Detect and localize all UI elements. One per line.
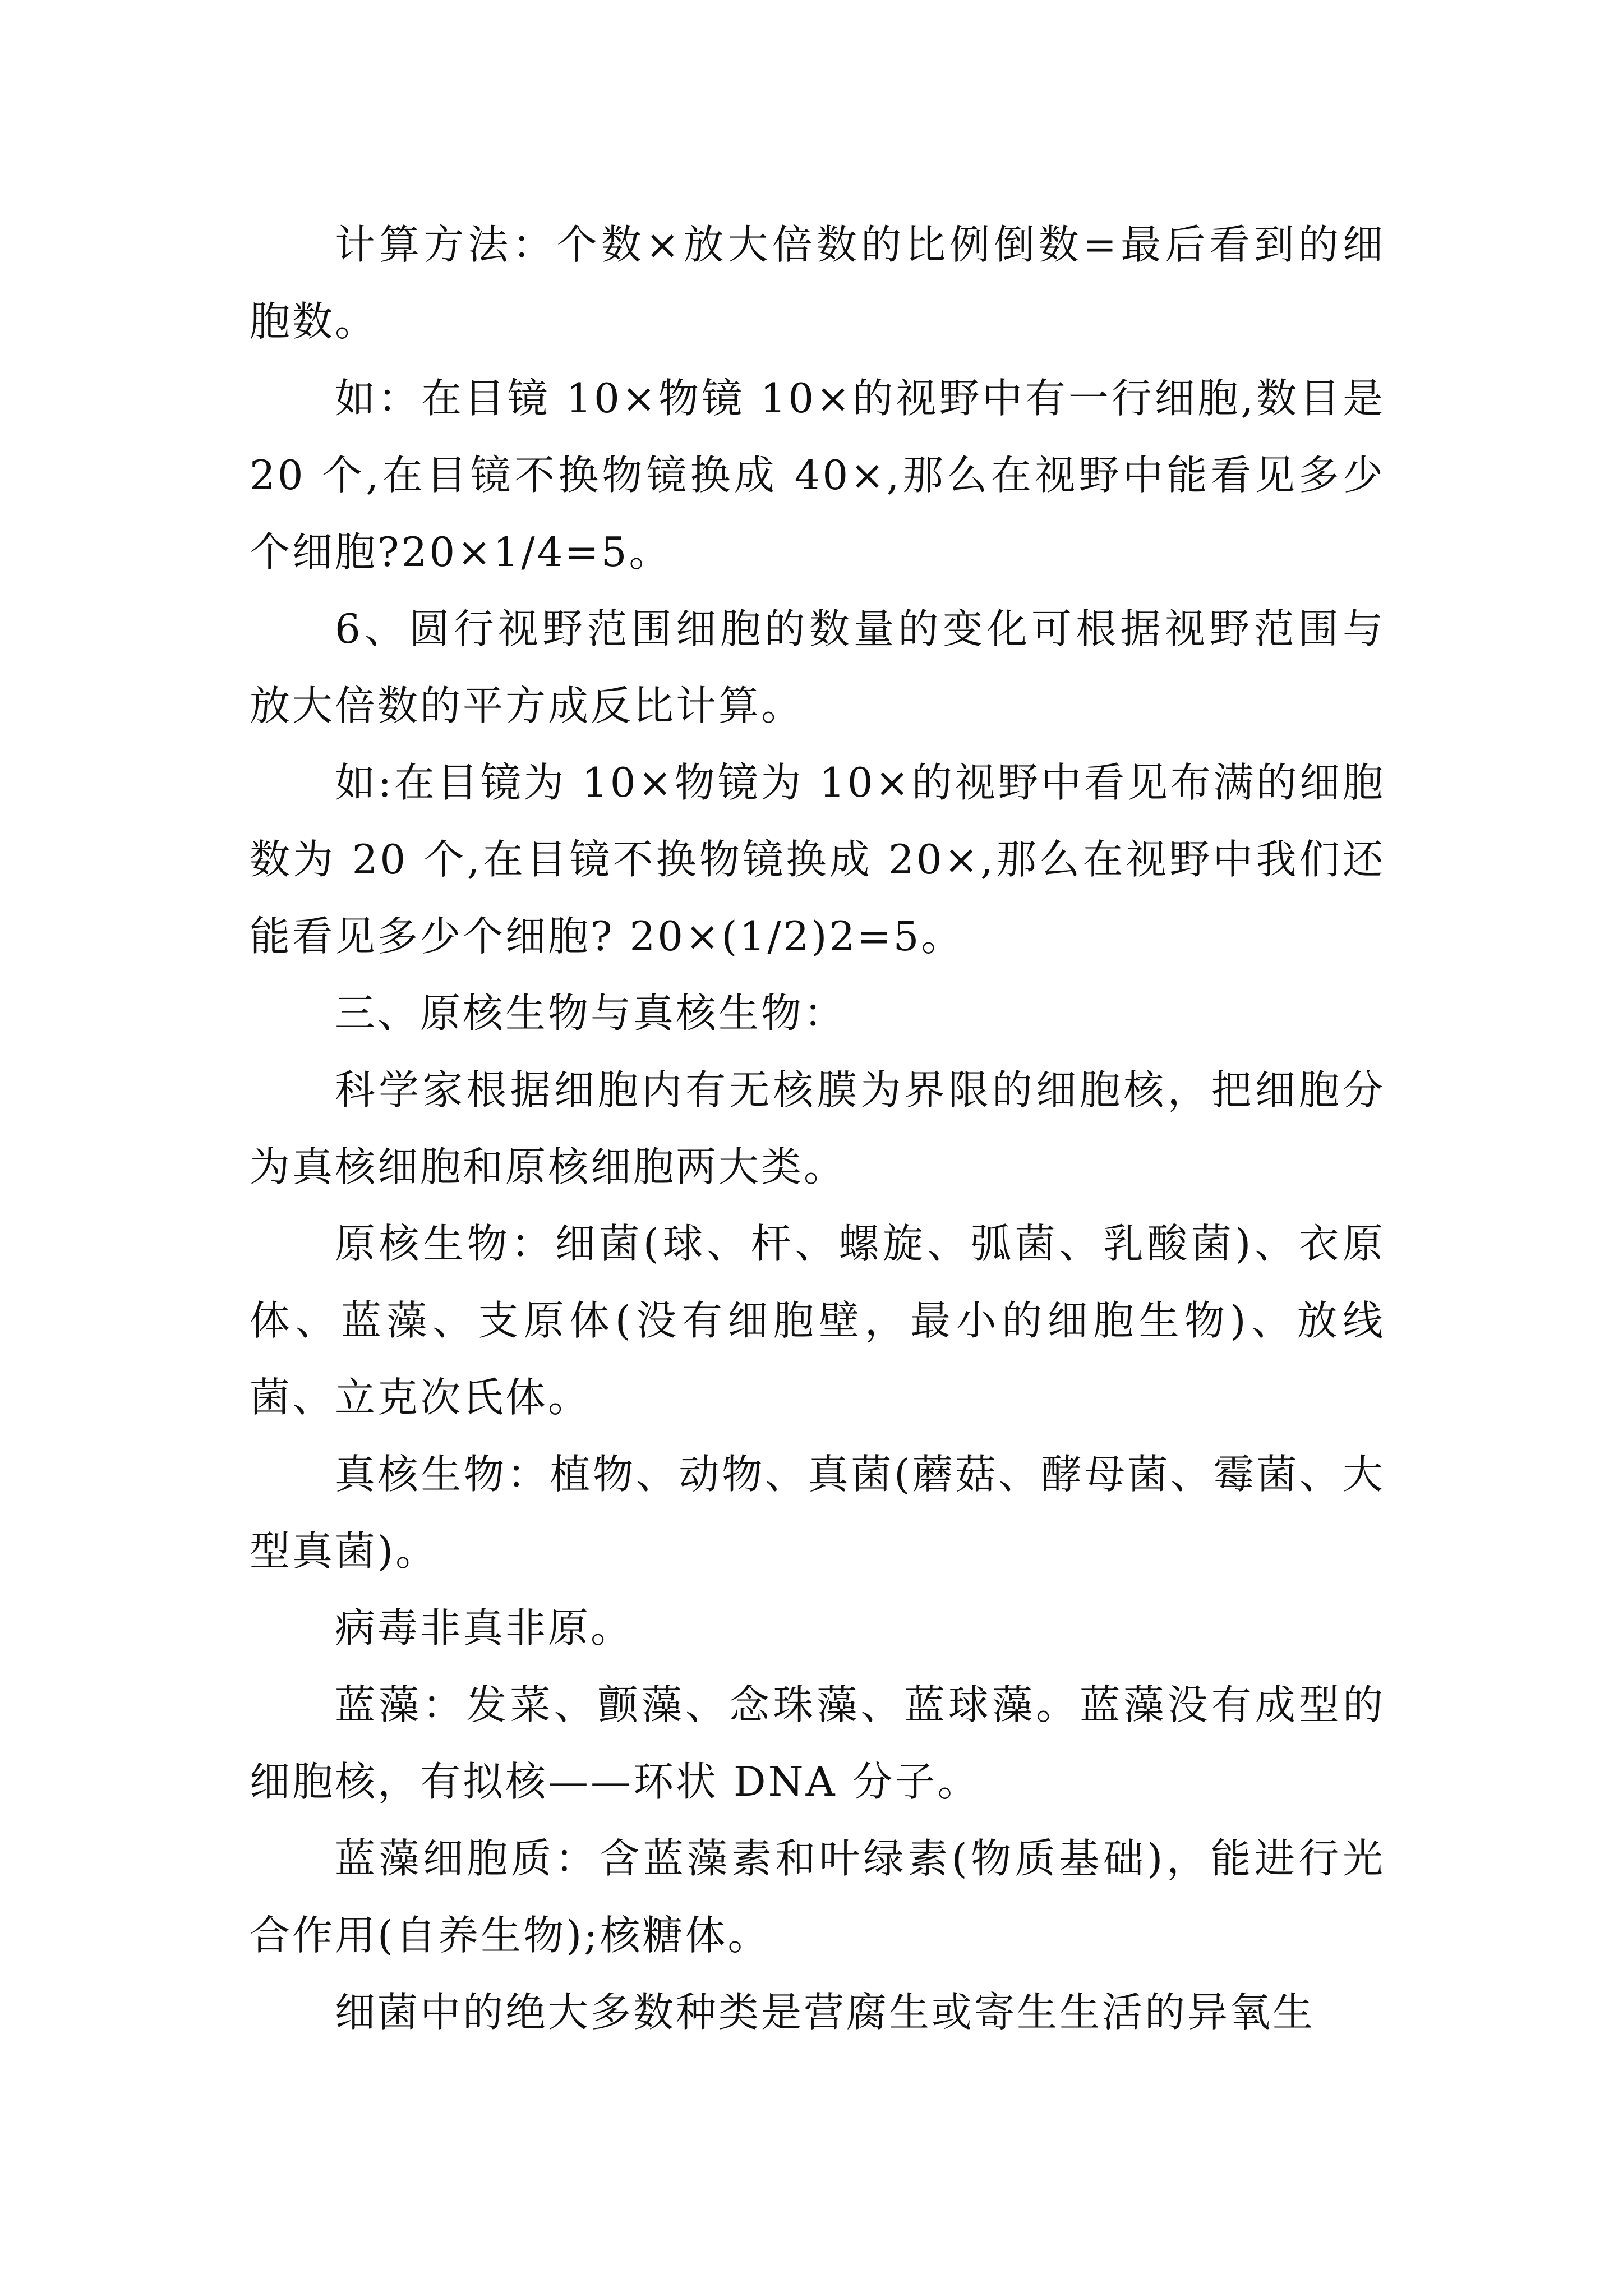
paragraph-calculation-method: 计算方法：个数×放大倍数的比例倒数=最后看到的细胞数。 [250,221,1385,345]
paragraph-virus: 病毒非真非原。 [335,1604,634,1651]
paragraph-example-circle: 如:在目镜为 10×物镜为 10×的视野中看见布满的细胞数为 20 个,在目镜不换物镜换成 20×,那么在视野中我们还能看见多少个细胞? 20×(1/2)2=5。 [250,759,1385,960]
paragraph-eukaryotes: 真核生物：植物、动物、真菌(蘑菇、酵母菌、霉菌、大型真菌)。 [250,1451,1385,1575]
document-body [250,206,1385,2051]
paragraph-prokaryotes: 原核生物：细菌(球、杆、螺旋、弧菌、乳酸菌)、衣原体、蓝藻、支原体(没有细胞壁，最小的细胞生物)、放线菌、立克次氏体。 [250,1220,1385,1421]
paragraph-circular-field: 6、圆行视野范围细胞的数量的变化可根据视野范围与放大倍数的平方成反比计算。 [250,605,1385,729]
paragraph-cell-classification: 科学家根据细胞内有无核膜为界限的细胞核，把细胞分为真核细胞和原核细胞两大类。 [250,1066,1385,1190]
paragraph-bacteria: 细菌中的绝大多数种类是营腐生或寄生生活的异氧生 [335,1989,1316,2036]
paragraph-cyanobacteria: 蓝藻：发菜、颤藻、念珠藻、蓝球藻。蓝藻没有成型的细胞核，有拟核——环状 DNA 分子。 [250,1681,1385,1805]
section-heading-prokaryote-eukaryote: 三、原核生物与真核生物： [335,990,847,1037]
paragraph-cyanobacteria-cytoplasm: 蓝藻细胞质：含蓝藻素和叶绿素(物质基础)，能进行光合作用(自养生物);核糖体。 [250,1835,1385,1959]
paragraph-example-line: 如：在目镜 10×物镜 10×的视野中有一行细胞,数目是 20 个,在目镜不换物镜换成 40×,那么在视野中能看见多少个细胞?20×1/4=5。 [250,375,1385,576]
